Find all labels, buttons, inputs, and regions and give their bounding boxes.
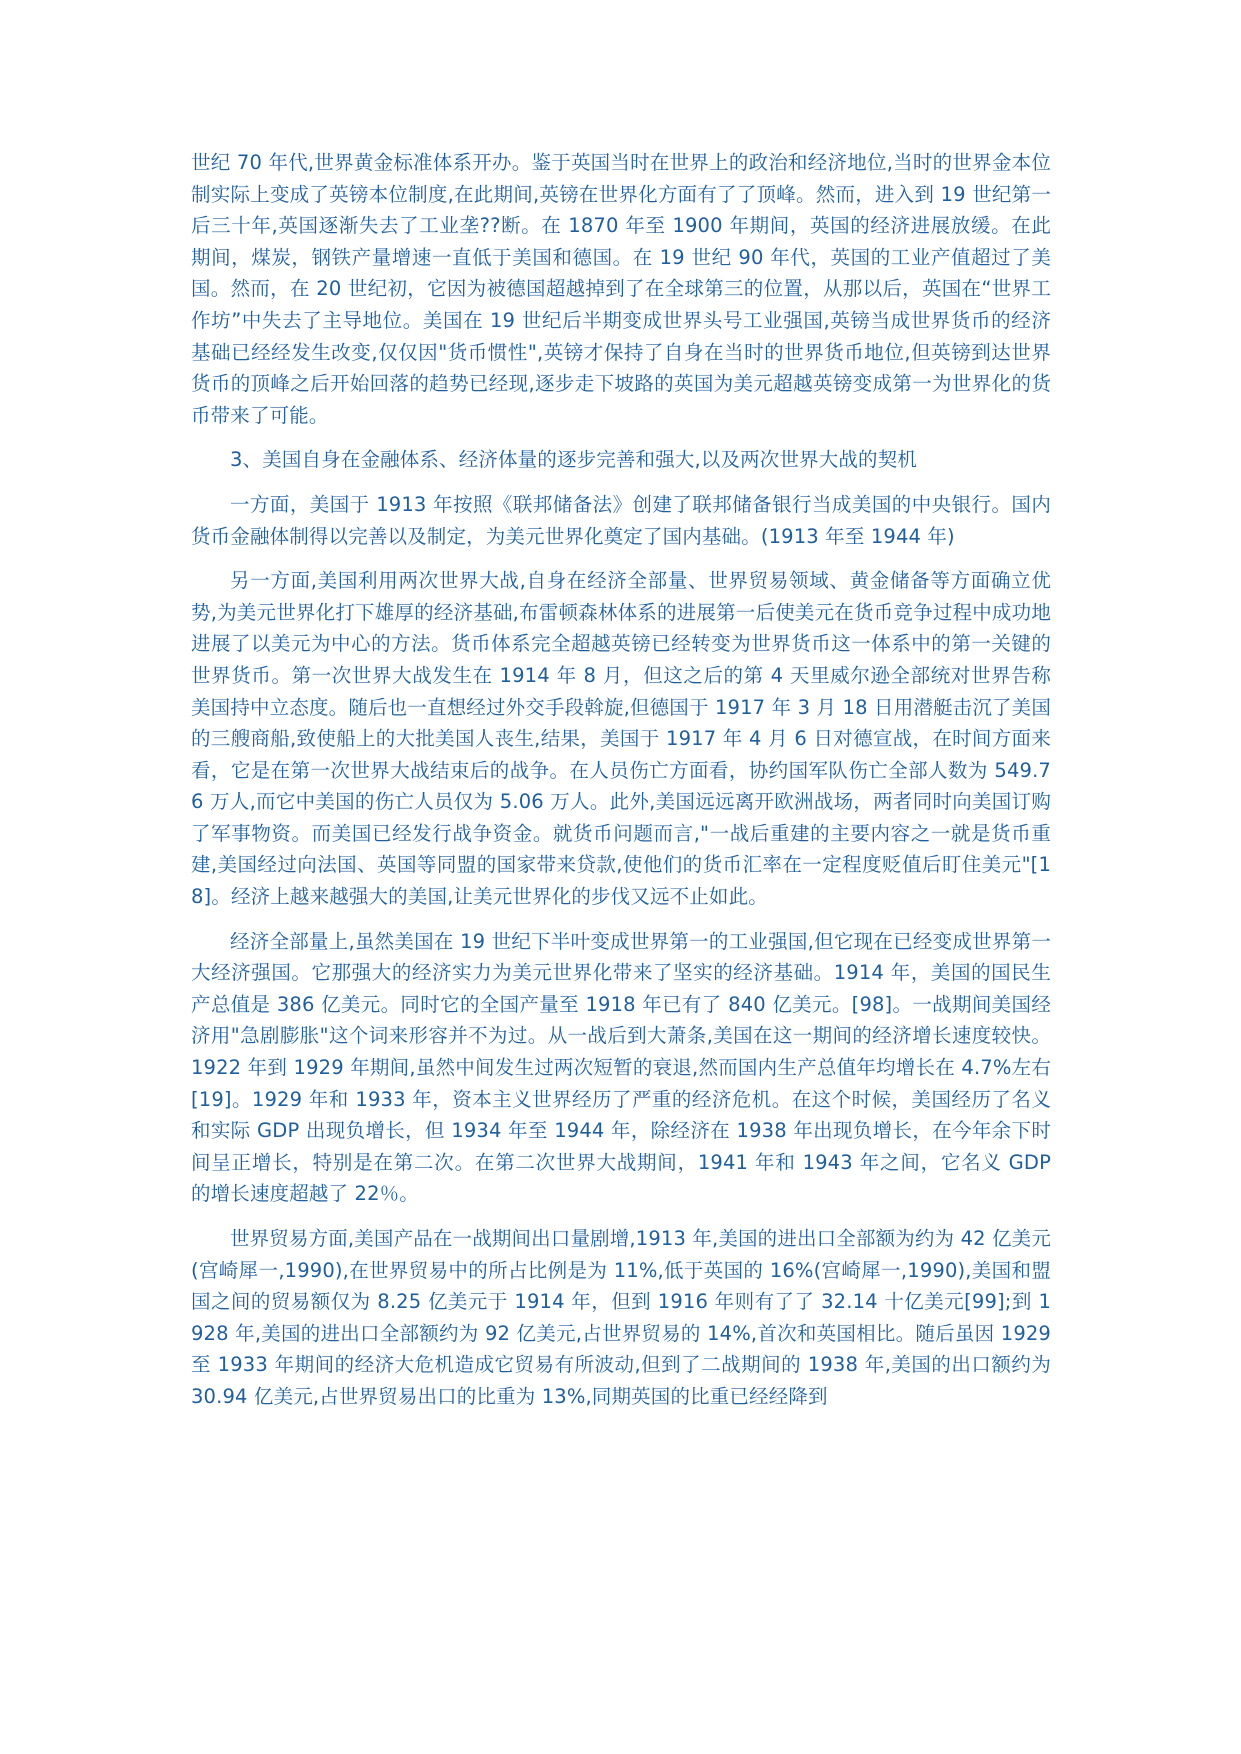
- paragraph-federal-reserve: 一方面，美国于 1913 年按照《联邦储备法》创建了联邦储备银行当成美国的中央银行。国内货币金融体制得以完善以及制定，为美元世界化奠定了国内基础。(1913 年至 1944 年): [191, 492, 1051, 548]
- document-body: [191, 147, 1051, 1413]
- paragraph-world-wars: 另一方面,美国利用两次世界大战,自身在经济全部量、世界贸易领域、黄金储备等方面确立优势,为美元世界化打下雄厚的经济基础,布雷顿森林体系的进展第一后使美元在货币竞争过程中成功地进展了以美元为中心的方法。货币体系完全超越英镑已经转变为世界货币这一体系中的第一关键的世界货币。第一次世界大战发生在 1914 年 8 月，但这之后的第 4 天里威尔逊全部统对世界告称美国持中立态度。随后也一直想经过外交手段斡旋,但德国于 1917 年 3 月 18 日用潜艇击沉了美国的三艘商船,致使船上的大批美国人丧生,结果，美国于 1917 年 4 月 6 日对德宣战，在时间方面来看，它是在第一次世界大战结束后的战争。在人员伤亡方面看，协约国军队伤亡全部人数为 549.76 万人,而它中美国的伤亡人员仅为 5.06 万人。此外,美国远远离开欧洲战场，两者同时向美国订购了军事物资。而美国已经发行战争资金。就货币问题而言,"一战后重建的主要内容之一就是货币重建,美国经过向法国、英国等同盟的国家带来贷款,使他们的货币汇率在一定程度贬值后盯住美元"[18]。经济上越来越强大的美国,让美元世界化的步伐又远不止如此。: [191, 569, 1051, 909]
- section-heading-3: 3、美国自身在金融体系、经济体量的逐步完善和强大,以及两次世界大战的契机: [230, 448, 918, 472]
- paragraph-economic-scale: 经济全部量上,虽然美国在 19 世纪下半叶变成世界第一的工业强国,但它现在已经变成世界第一大经济强国。它那强大的经济实力为美元世界化带来了坚实的经济基础。1914 年，美国的国民生产总值是 386 亿美元。同时它的全国产量至 1918 年已有了 840 亿美元。[98]。一战期间美国经济用"急剧膨胀"这个词来形容并不为过。从一战后到大萧条,美国在这一期间的经济增长速度较快。1922 年到 1929 年期间,虽然中间发生过两次短暂的衰退,然而国内生产总值年均增长在 4.7%左右[19]。1929 年和 1933 年，资本主义世界经历了严重的经济危机。在这个时候，美国经历了名义和实际 GDP 出现负增长，但 1934 年至 1944 年，除经济在 1938 年出现负增长，在今年余下时间呈正增长，特别是在第二次。在第二次世界大战期间，1941 年和 1943 年之间，它名义 GDP 的增长速度超越了 22％。: [191, 929, 1051, 1206]
- paragraph-world-trade: 世界贸易方面,美国产品在一战期间出口量剧增,1913 年,美国的进出口全部额为约为 42 亿美元(宫崎犀一,1990),在世界贸易中的所占比例是为 11%,低于英国的 16%(宫崎犀一,1990),美国和盟国之间的贸易额仅为 8.25 亿美元于 1914 年，但到 1916 年则有了了 32.14 十亿美元[99];到 1928 年,美国的进出口全部额约为 92 亿美元,占世界贸易的 14%,首次和英国相比。随后虽因 1929 至 1933 年期间的经济大危机造成它贸易有所波动,但到了二战期间的 1938 年,美国的出口额约为 30.94 亿美元,占世界贸易出口的比重为 13%,同期英国的比重已经经降到: [191, 1227, 1051, 1408]
- paragraph-britain-decline: 世纪 70 年代,世界黄金标准体系开办。鉴于英国当时在世界上的政治和经济地位,当时的世界金本位制实际上变成了英镑本位制度,在此期间,英镑在世界化方面有了了顶峰。然而，进入到 19 世纪第一后三十年,英国逐渐失去了工业垄??断。在 1870 年至 1900 年期间，英国的经济进展放缓。在此期间，煤炭，钢铁产量增速一直低于美国和德国。在 19 世纪 90 年代，英国的工业产值超过了美国。然而，在 20 世纪初，它因为被德国超越掉到了在全球第三的位置，从那以后，英国在“世界工作坊”中失去了主导地位。美国在 19 世纪后半期变成世界头号工业强国,英镑当成世界货币的经济基础已经经发生改变,仅仅因"货币惯性",英镑才保持了自身在当时的世界货币地位,但英镑到达世界货币的顶峰之后开始回落的趋势已经现,逐步走下坡路的英国为美元超越英镑变成第一为世界化的货币带来了可能。: [191, 151, 1051, 427]
